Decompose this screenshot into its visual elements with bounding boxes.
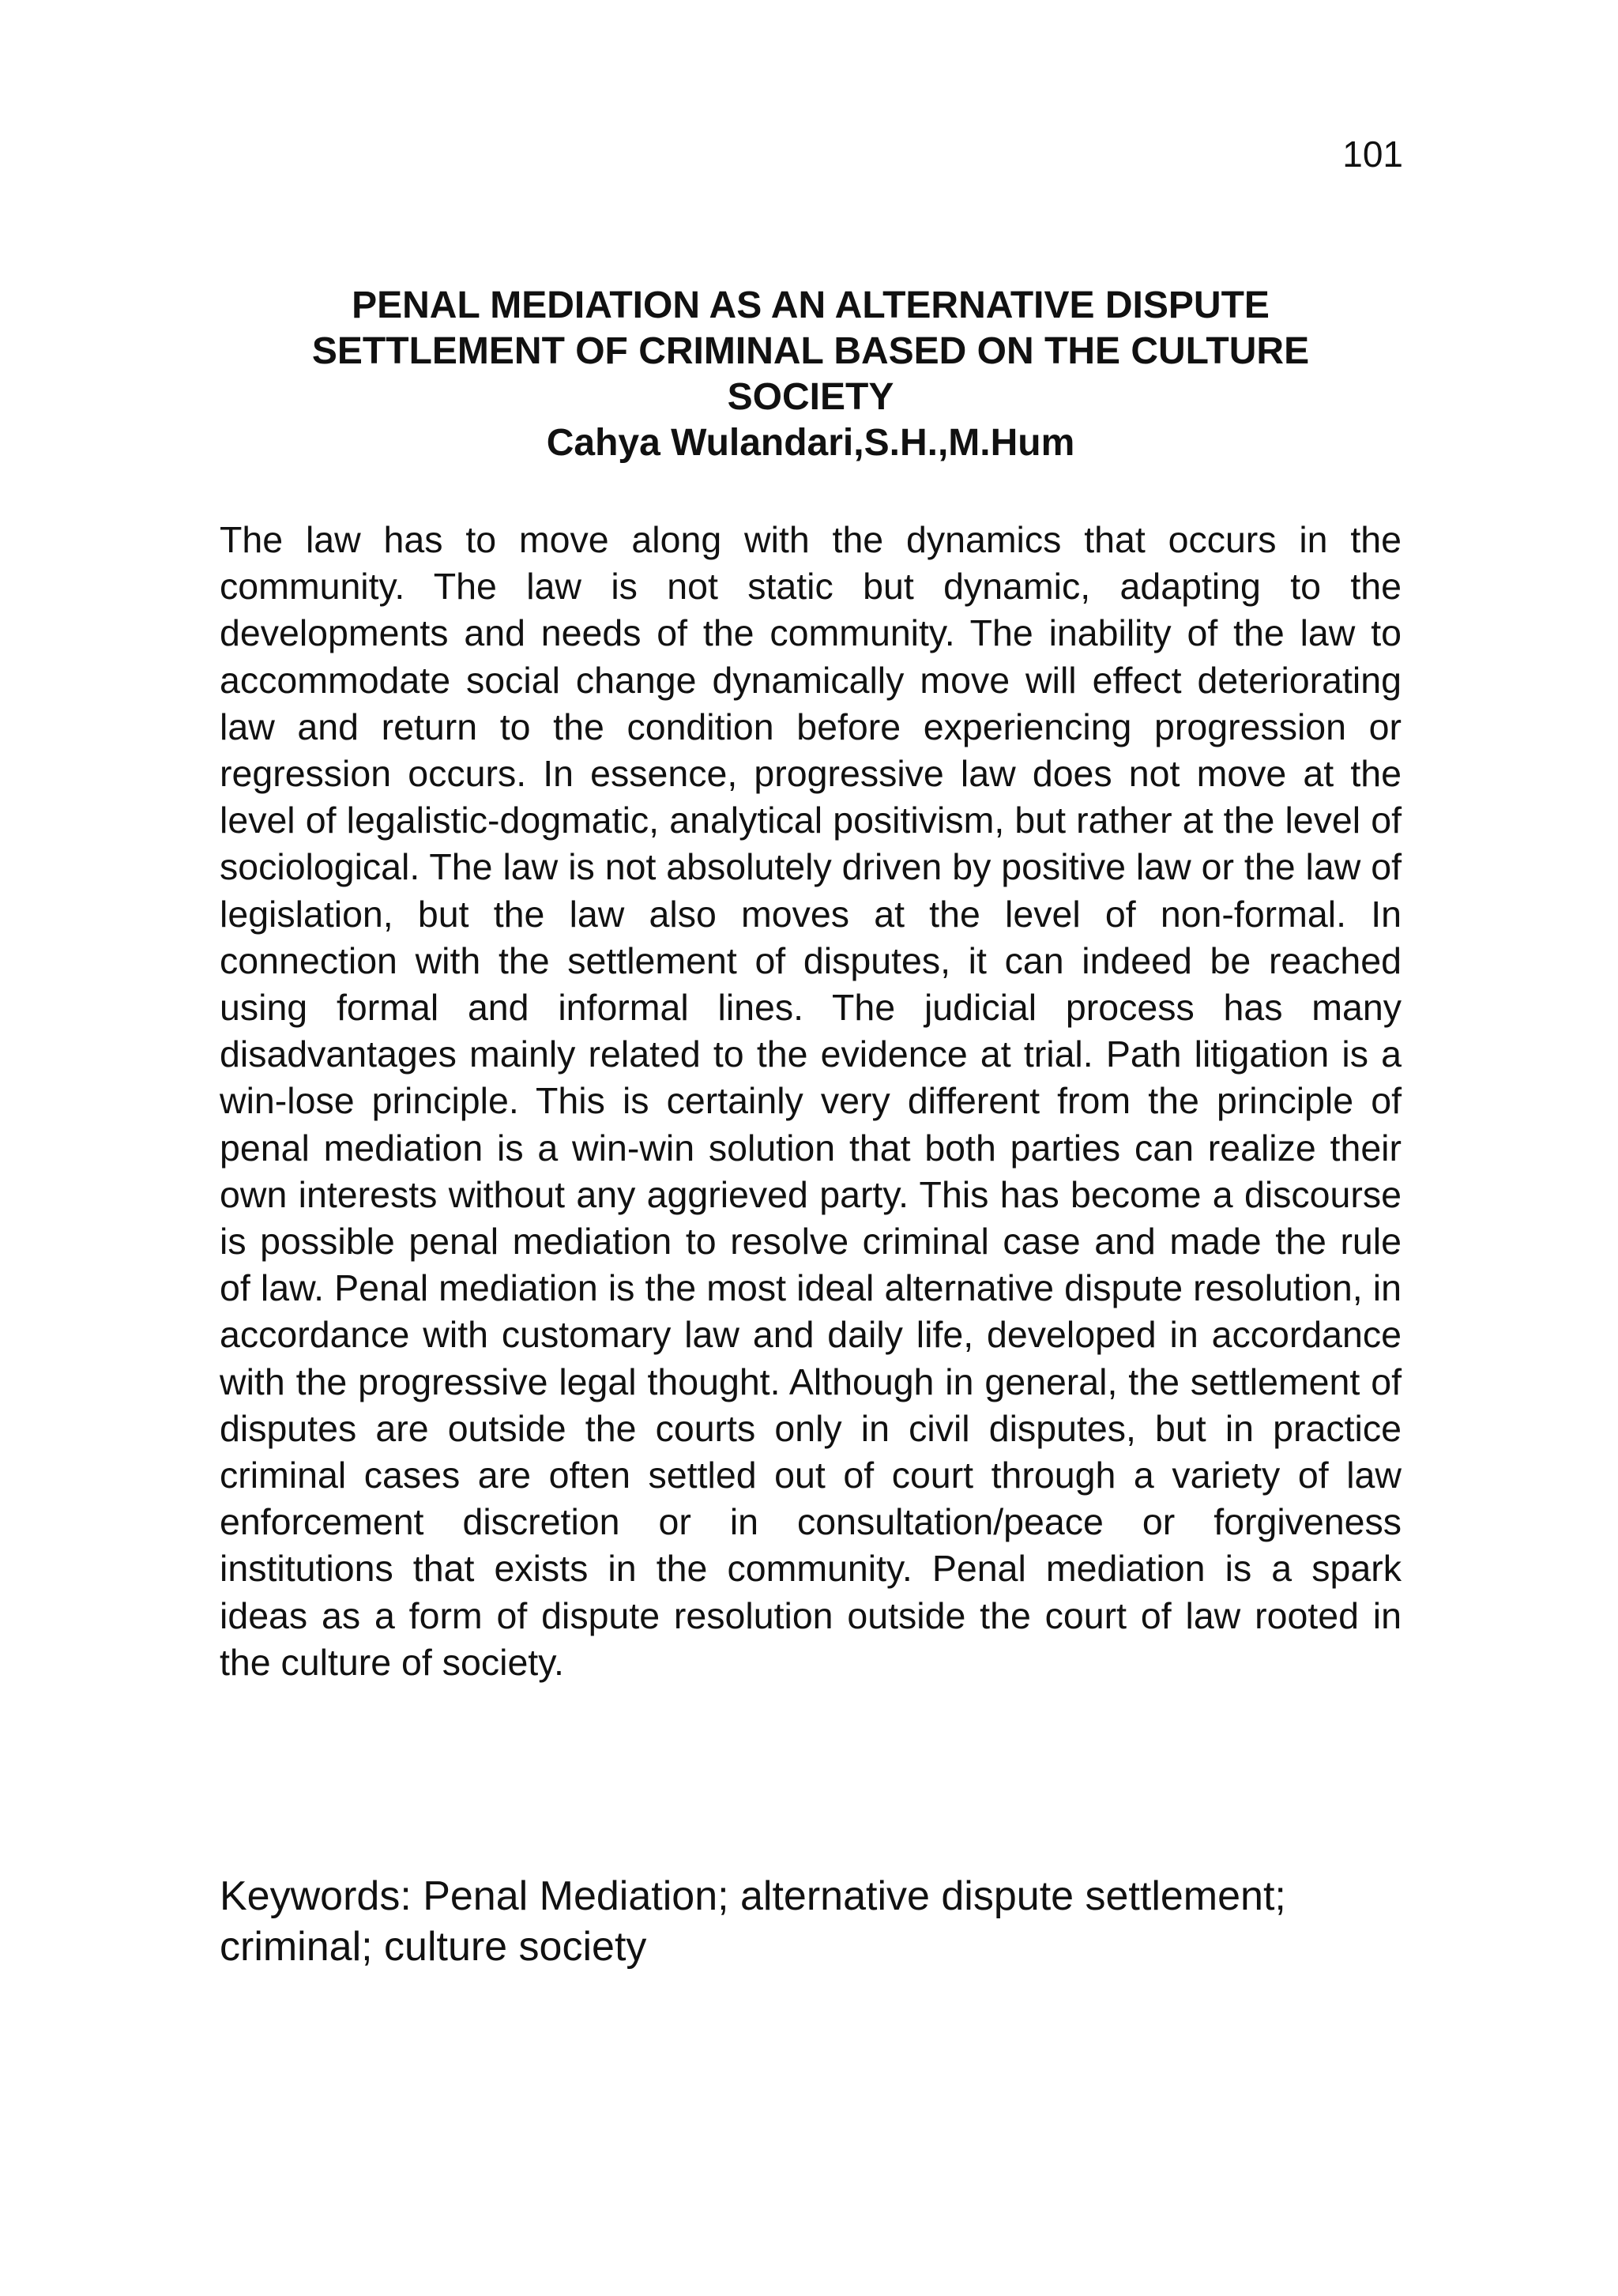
author-name: Cahya Wulandari,S.H.,M.Hum [546, 422, 1075, 464]
abstract-paragraph: The law has to move along with the dynamics that occurs in the community. The law is not static but dynamic, adapting to the developments and needs of the community. The inability of the law to accommodate social change dynamically move will effect deteriorating law and return to the condition before experiencing progression or regression occurs. In essence, progressive law does not move at the level of legalistic-dogmatic, analytical positivism, but rather at the level of sociological. The law is not absolutely driven by positive law or the law of legislation, but the law also moves at the level of non-formal. In connection with the settlement of disputes, it can indeed be reached using formal and informal lines. The judicial process has many disadvantages mainly related to the evidence at trial. Path litigation is a win-lose principle. This is certainly very different from the principle of penal mediation is a win-win solution that both parties can realize their own interests without any aggrieved party. This has become a discourse is possible penal mediation to resolve criminal case and made the rule of law. Penal mediation is the most ideal alternative dispute resolution, in accordance with customary law and daily life, developed in accordance with the progressive legal thought. Although in general, the settlement of disputes are outside the courts only in civil disputes, but in practice criminal cases are often settled out of court through a variety of law enforcement discretion or in consultation/peace or forgiveness institutions that exists in the community. Penal mediation is a spark ideas as a form of dispute resolution outside the court of law rooted in the culture of society. [220, 519, 1402, 1683]
paper-title-line-3: SOCIETY [727, 376, 894, 418]
keywords-line: Keywords: Penal Mediation; alternative dispute settlement; criminal; culture society [220, 1873, 1286, 1970]
title-block [215, 283, 1406, 466]
page-number: 101 [1342, 134, 1403, 175]
paper-title-line-2: SETTLEMENT OF CRIMINAL BASED ON THE CULTURE [311, 330, 1310, 372]
paper-title-line-1: PENAL MEDIATION AS AN ALTERNATIVE DISPUTE [352, 284, 1270, 326]
